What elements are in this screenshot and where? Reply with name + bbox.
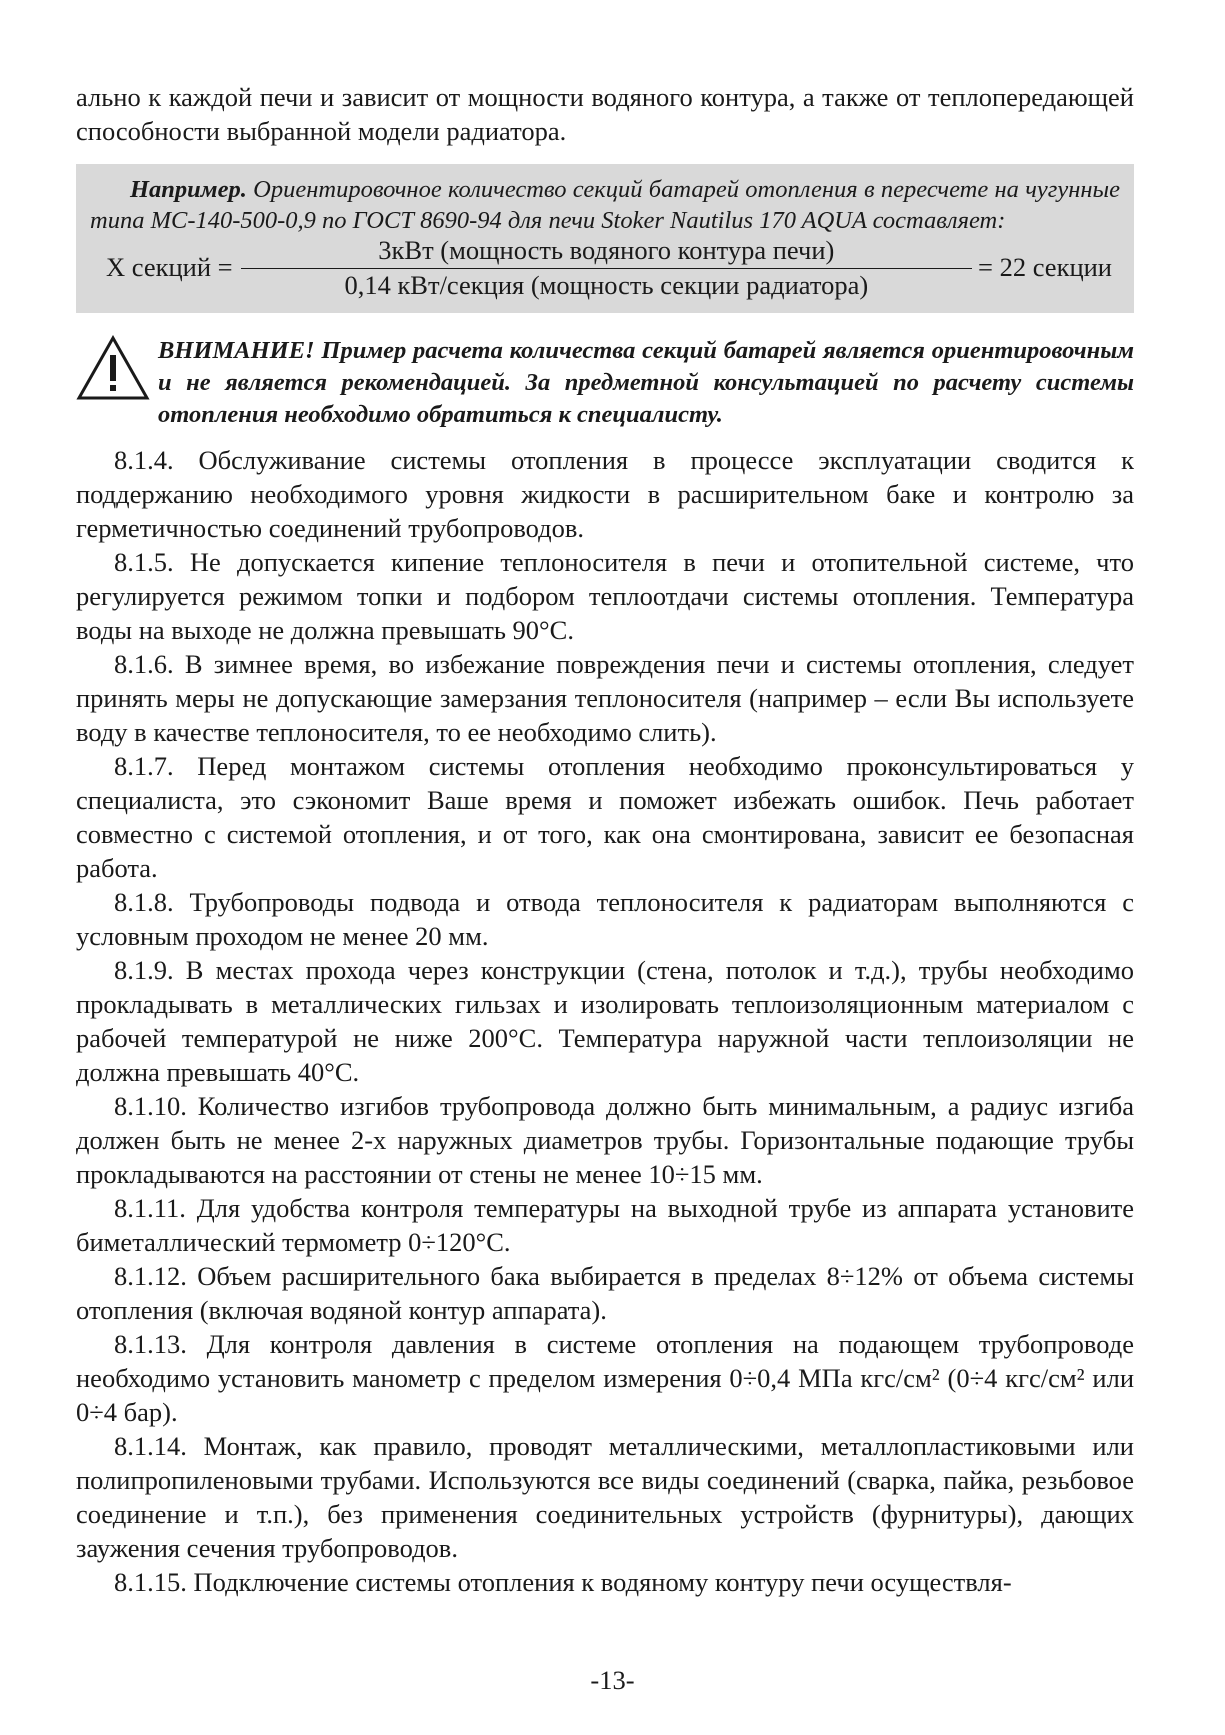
page-number: -13-: [590, 1665, 635, 1695]
warning-block: [76, 335, 1134, 431]
section-paragraph: 8.1.12. Объем расширительного бака выбирается в пределах 8÷12% от объема системы отопления (включая водяной контур аппарата).: [76, 1261, 1134, 1325]
intro-paragraph: ально к каждой печи и зависит от мощности водяного контура, а также от теплопередающей способности выбранной модели радиатора.: [76, 82, 1134, 146]
section-paragraph: 8.1.13. Для контроля давления в системе отопления на подающем трубопроводе необходимо установить манометр с пределом измерения 0÷0,4 МПа кгс/см² (0÷4 кгс/см² или 0÷4 бар).: [76, 1329, 1134, 1427]
formula-numerator: 3кВт (мощность водяного контура печи): [241, 234, 972, 269]
example-body: Ориентировочное количество секций батарей отопления в пересчете на чугунные типа МС-140-500-0,9 по ГОСТ 8690-94 для печи Stoker Nautilus 170 AQUA составляет:: [90, 176, 1120, 234]
formula: [90, 234, 1120, 301]
example-text: [90, 174, 1120, 236]
section-paragraph: 8.1.15. Подключение системы отопления к водяному контуру печи осуществля-: [114, 1567, 1012, 1597]
section-paragraph: 8.1.7. Перед монтажом системы отопления необходимо проконсультироваться у специалиста, это сэкономит Ваше время и поможет избежать ошибок. Печь работает совместно с системой отопления, и от того, как она смонтирована, зависит ее безопасная работа.: [76, 751, 1134, 883]
formula-denominator: 0,14 кВт/секция (мощность секции радиатора): [344, 270, 869, 300]
section-paragraph: 8.1.10. Количество изгибов трубопровода должно быть минимальным, а радиус изгиба должен быть не менее 2-х наружных диаметров трубы. Горизонтальные подающие трубы прокладываются на расстоянии от стены не менее 10÷15 мм.: [76, 1091, 1134, 1189]
formula-rhs: = 22 секции: [978, 252, 1112, 282]
section-paragraph: 8.1.8. Трубопроводы подвода и отвода теплоносителя к радиаторам выполняются с условным проходом не менее 20 мм.: [76, 887, 1134, 951]
section-paragraph: 8.1.5. Не допускается кипение теплоносителя в печи и отопительной системе, что регулируется режимом топки и подбором теплоотдачи системы отопления. Температура воды на выходе не должна превышать 90°С.: [76, 547, 1134, 645]
example-box: [76, 164, 1134, 313]
section-paragraph: 8.1.6. В зимнее время, во избежание повреждения печи и системы отопления, следует принять меры не допускающие замерзания теплоносителя (например – если Вы используете воду в качестве теплоносителя, то ее необходимо слить).: [76, 649, 1134, 747]
paragraph-list: [76, 443, 1134, 1599]
formula-fraction: [241, 234, 972, 301]
warning-text: ВНИМАНИЕ! Пример расчета количества секций батарей является ориентировочным и не является рекомендацией. За предметной консультацией по расчету системы отопления необходимо обратиться к специалисту.: [158, 337, 1134, 428]
section-paragraph: 8.1.9. В местах прохода через конструкции (стена, потолок и т.д.), трубы необходимо прокладывать в металлических гильзах и изолировать теплоизоляционным материалом с рабочей температурой не ниже 200°С. Температура наружной части теплоизоляции не должна превышать 40°С.: [76, 955, 1134, 1087]
section-paragraph: 8.1.14. Монтаж, как правило, проводят металлическими, металлопластиковыми или полипропиленовыми трубами. Используются все виды соединений (сварка, пайка, резьбовое соединение и т.п.), без применения соединительных устройств (фурнитуры), дающих заужения сечения трубопроводов.: [76, 1431, 1134, 1563]
page-content: [76, 80, 1134, 1599]
section-paragraph: 8.1.4. Обслуживание системы отопления в процессе эксплуатации сводится к поддержанию необходимого уровня жидкости в расширительном баке и контролю за герметичностью соединений трубопроводов.: [76, 445, 1134, 543]
warning-triangle-icon: [76, 335, 158, 431]
example-lead: Например.: [130, 176, 247, 203]
formula-lhs: Х секций =: [106, 252, 233, 282]
section-paragraph: 8.1.11. Для удобства контроля температуры на выходной трубе из аппарата установите биметаллический термометр 0÷120°С.: [76, 1193, 1134, 1257]
